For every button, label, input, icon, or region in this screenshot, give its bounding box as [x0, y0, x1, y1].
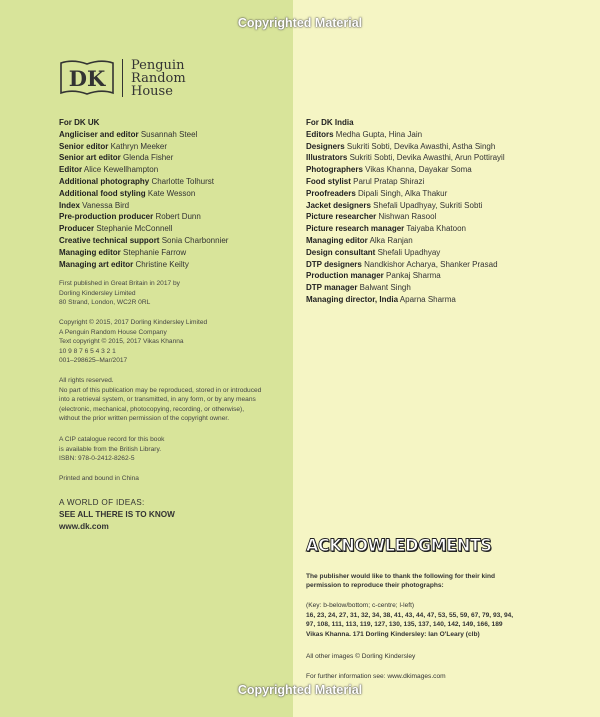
- credit-role: Pre-production producer: [59, 212, 154, 222]
- first-published-block: [59, 279, 287, 308]
- watermark-top: Copyrighted Material: [237, 16, 363, 30]
- credit-row: [306, 247, 596, 259]
- credit-row: [59, 176, 287, 188]
- logo-divider: [122, 59, 123, 97]
- credit-name: Dipali Singh, Alka Thakur: [358, 188, 448, 198]
- credit-row: [306, 188, 596, 200]
- acknowledgments-title: ACKNOWLEDGMENTS: [306, 536, 492, 556]
- credit-row: [59, 235, 287, 247]
- credit-role: Production manager: [306, 271, 384, 281]
- credit-row: [59, 200, 287, 212]
- credit-name: Kate Wesson: [147, 188, 196, 198]
- credit-row: [59, 259, 287, 271]
- imprint-line: into a retrieval system, or transmitted, in any form, or by any means: [59, 396, 256, 404]
- credit-row: [306, 164, 596, 176]
- credit-role: Editors: [306, 129, 334, 139]
- world-slogan: SEE ALL THERE IS TO KNOW: [59, 510, 175, 519]
- cip-block: [59, 435, 287, 464]
- credit-name: Shefali Upadhyay, Sukriti Sobti: [373, 200, 483, 210]
- imprint-line: 001–298625–Mar/2017: [59, 357, 128, 365]
- credit-role: Senior art editor: [59, 153, 121, 163]
- credit-row: [306, 176, 596, 188]
- credit-role: Picture research manager: [306, 224, 405, 234]
- dk-logo-text: DK: [68, 66, 106, 91]
- credit-name: Stephanie McConnell: [96, 224, 173, 234]
- imprint-line: is available from the British Library.: [59, 445, 162, 453]
- credit-row: [306, 282, 596, 294]
- printed-in-block: [59, 474, 287, 484]
- credit-row: [306, 200, 596, 212]
- imprint-line: 10 9 8 7 6 5 4 3 2 1: [59, 347, 116, 355]
- watermark-bottom: Copyrighted Material: [237, 683, 363, 697]
- credit-row: [306, 211, 596, 223]
- dk-india-heading: For DK India: [306, 118, 354, 127]
- acknowledgments-list: 16, 23, 24, 27, 31, 32, 34, 38, 41, 43, 44, 47, 53, 55, 59, 67, 79, 93, 94, 97, 108, 111, 113, 119, 127, 130, 135, 137, 140, 142, 149, 166, 189 Vikas Khanna. 171 Dorling Kindersley: Ian O'Leary (clb): [306, 612, 514, 638]
- dk-india-credits: [306, 117, 596, 306]
- credit-role: Angliciser and editor: [59, 129, 139, 139]
- acknowledgments-other-images: All other images © Dorling Kindersley: [306, 653, 416, 660]
- credit-role: Photographers: [306, 165, 363, 175]
- credit-name: Kathryn Meeker: [110, 141, 168, 151]
- wordmark-line: House: [131, 84, 173, 99]
- imprint-line: 80 Strand, London, WC2R 0RL: [59, 299, 151, 307]
- imprint-line: (electronic, mechanical, photocopying, recording, or otherwise),: [59, 405, 245, 413]
- credit-row: [306, 270, 596, 282]
- credit-name: Pankaj Sharma: [386, 271, 441, 281]
- credit-role: Managing editor: [306, 235, 368, 245]
- acknowledgments-further-info: For further information see: www.dkimages.com: [306, 673, 446, 680]
- credit-role: Managing editor: [59, 247, 121, 257]
- credit-role: Picture researcher: [306, 212, 377, 222]
- credit-row: [306, 141, 596, 153]
- credit-row: [306, 223, 596, 235]
- wordmark-line: Penguin: [131, 58, 185, 73]
- credit-name: Taiyaba Khatoon: [406, 224, 466, 234]
- credit-name: Susannah Steel: [140, 129, 198, 139]
- credit-name: Aparna Sharma: [399, 294, 456, 304]
- credit-name: Alice Kewellhampton: [83, 165, 159, 175]
- copyright-block: [59, 318, 287, 366]
- credit-role: DTP designers: [306, 259, 362, 269]
- credit-role: Jacket designers: [306, 200, 371, 210]
- credit-role: Creative technical support: [59, 235, 160, 245]
- credit-row: [306, 152, 596, 164]
- credit-row: [306, 235, 596, 247]
- credit-name: Robert Dunn: [155, 212, 201, 222]
- credit-name: Nandkishor Acharya, Shanker Prasad: [364, 259, 498, 269]
- imprint-line: Dorling Kindersley Limited: [59, 289, 136, 297]
- imprint-line: Printed and bound in China: [59, 475, 139, 482]
- credit-name: Shefali Upadhyay: [377, 247, 441, 257]
- credit-row: [59, 141, 287, 153]
- credit-name: Sonia Charbonnier: [161, 235, 229, 245]
- publisher-logo: [59, 59, 186, 99]
- imprint-line: All rights reserved.: [59, 377, 114, 384]
- credit-row: [306, 259, 596, 271]
- credit-role: Producer: [59, 224, 95, 234]
- dk-logo-icon: [59, 59, 115, 97]
- credit-name: Alka Ranjan: [369, 235, 413, 245]
- dk-uk-heading: For DK UK: [59, 118, 100, 127]
- credit-row: [59, 164, 287, 176]
- imprint-line: ISBN: 978-0-2412-8262-5: [59, 455, 135, 463]
- credit-name: Vanessa Bird: [82, 200, 130, 210]
- credit-role: Design consultant: [306, 247, 376, 257]
- credit-role: Additional food styling: [59, 188, 146, 198]
- credit-role: Managing art editor: [59, 259, 134, 269]
- credit-row: [306, 294, 596, 306]
- credit-role: Designers: [306, 141, 345, 151]
- credit-name: Nishwan Rasool: [378, 212, 437, 222]
- world-of-ideas: [59, 497, 175, 533]
- imprint-line: Copyright © 2015, 2017 Dorling Kindersley Limited: [59, 319, 208, 326]
- dk-uk-credits: [59, 117, 287, 270]
- rights-block: [59, 376, 287, 424]
- imprint-line: A CIP catalogue record for this book: [59, 436, 165, 443]
- credit-role: Illustrators: [306, 153, 348, 163]
- acknowledgments-key: (Key: b-below/bottom; c-centre; l-left): [306, 602, 415, 609]
- penguin-random-house-wordmark: [131, 59, 186, 98]
- imprint-line: No part of this publication may be reproduced, stored in or introduced: [59, 386, 262, 394]
- credit-role: Editor: [59, 165, 83, 175]
- credit-name: Stephanie Farrow: [123, 247, 187, 257]
- credit-role: Proofreaders: [306, 188, 356, 198]
- credit-name: Vikas Khanna, Dayakar Soma: [365, 165, 472, 175]
- credit-role: Senior editor: [59, 141, 109, 151]
- credit-row: [59, 247, 287, 259]
- imprint-line: First published in Great Britain in 2017 by: [59, 280, 180, 287]
- wordmark-line: Random: [131, 71, 186, 86]
- imprint-line: without the prior written permission of the copyright owner.: [59, 415, 230, 423]
- credit-role: Additional photography: [59, 176, 150, 186]
- credit-name: Christine Keilty: [135, 259, 189, 269]
- credit-name: Parul Pratap Shirazi: [353, 176, 425, 186]
- credit-name: Charlotte Tolhurst: [151, 176, 215, 186]
- credit-row: [306, 129, 596, 141]
- credit-row: [59, 211, 287, 223]
- credit-name: Medha Gupta, Hina Jain: [335, 129, 423, 139]
- imprint-line: Text copyright © 2015, 2017 Vikas Khanna: [59, 338, 184, 346]
- credit-name: Sukriti Sobti, Devika Awasthi, Astha Singh: [346, 141, 496, 151]
- acknowledgments-intro: The publisher would like to thank the following for their kind permission to reproduce their photographs:: [306, 573, 496, 590]
- imprint-line: A Penguin Random House Company: [59, 328, 167, 336]
- credit-role: DTP manager: [306, 283, 358, 293]
- credit-row: [59, 129, 287, 141]
- world-tagline: A WORLD OF IDEAS:: [59, 498, 145, 507]
- credit-row: [59, 152, 287, 164]
- credit-role: Managing director, India: [306, 294, 399, 304]
- credit-name: Balwant Singh: [359, 283, 411, 293]
- credit-name: Sukriti Sobti, Devika Awasthi, Arun Pottirayil: [349, 153, 505, 163]
- credit-role: Food stylist: [306, 176, 351, 186]
- credit-row: [59, 223, 287, 235]
- credit-role: Index: [59, 200, 80, 210]
- dk-website-link[interactable]: www.dk.com: [59, 522, 109, 531]
- credit-row: [59, 188, 287, 200]
- credit-name: Glenda Fisher: [123, 153, 174, 163]
